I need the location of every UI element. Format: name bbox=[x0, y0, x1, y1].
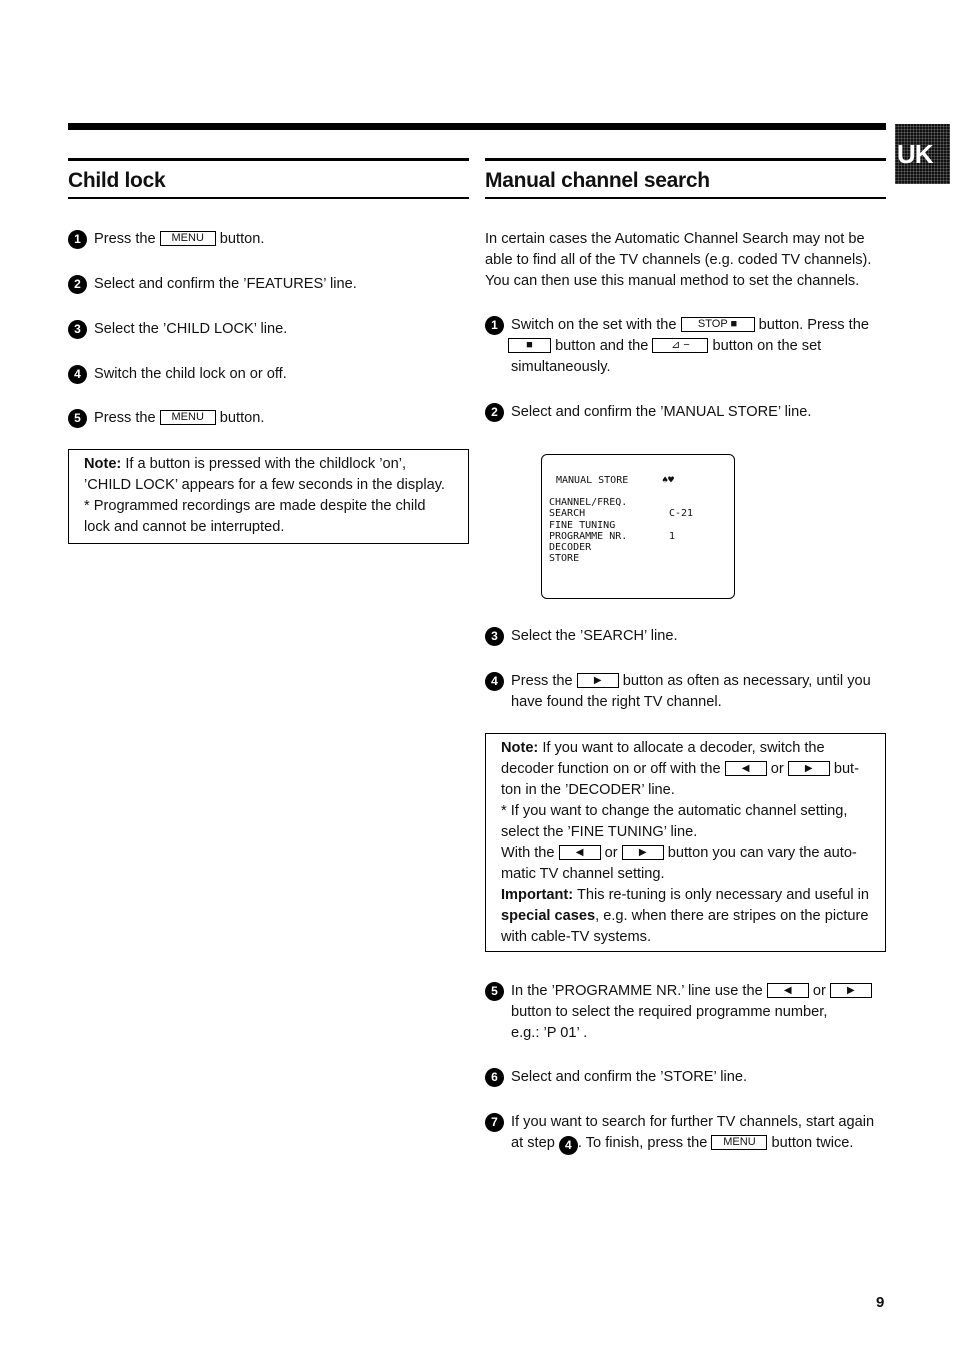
child-lock-step-1: 1 Press the MENU button. bbox=[68, 229, 468, 250]
step-number: 2 bbox=[485, 403, 504, 422]
manual-step-2: 2 Select and confirm the ’MANUAL STORE’ line. bbox=[485, 402, 890, 423]
manual-search-intro: In certain cases the Automatic Channel Search may not be able to find all of the TV channels (e.g. coded TV channels). You can then use this manual method to set the channels. bbox=[485, 231, 872, 289]
step-number: 2 bbox=[68, 275, 87, 294]
osd-row: CHANNEL/FREQ. bbox=[549, 497, 628, 508]
stop-square-button-icon: ■ bbox=[508, 338, 551, 353]
manual-step-6: 6 Select and confirm the ’STORE’ line. bbox=[485, 1067, 890, 1088]
manual-step-7: 7 If you want to search for further TV channels, start again at step 4 . To finish, press the MENU button twice. bbox=[485, 1112, 890, 1155]
osd-row: SEARCH C-21 bbox=[549, 508, 694, 520]
child-lock-step-4: 4 Switch the child lock on or off. bbox=[68, 364, 468, 385]
menu-button-icon: MENU bbox=[160, 410, 216, 425]
menu-button-icon: MENU bbox=[711, 1135, 767, 1150]
step-number: 3 bbox=[485, 627, 504, 646]
manual-search-title: Manual channel search bbox=[485, 169, 710, 192]
right-arrow-button-icon: ▶ bbox=[622, 845, 664, 860]
top-rule bbox=[68, 123, 886, 130]
right-arrow-button-icon: ▶ bbox=[788, 761, 830, 776]
child-lock-title: Child lock bbox=[68, 169, 166, 192]
tv-screen-display bbox=[541, 454, 735, 599]
section-rule-top bbox=[68, 158, 469, 161]
osd-row: PROGRAMME NR. 1 bbox=[549, 530, 676, 542]
step-number: 4 bbox=[68, 365, 87, 384]
osd-title-icons: ♠♥ bbox=[662, 475, 675, 486]
child-lock-step-5: 5 Press the MENU button. bbox=[68, 408, 468, 429]
menu-button-icon: MENU bbox=[160, 231, 216, 246]
page-number: 9 bbox=[876, 1294, 885, 1311]
child-lock-step-3: 3 Select the ’CHILD LOCK’ line. bbox=[68, 319, 468, 340]
step-number: 5 bbox=[485, 982, 504, 1001]
stop-button-icon: STOP ■ bbox=[681, 317, 755, 332]
osd-row: DECODER bbox=[549, 542, 592, 554]
step-number: 6 bbox=[485, 1068, 504, 1087]
left-arrow-button-icon: ◀ bbox=[559, 845, 601, 860]
child-lock-note: Note: If a button is pressed with the childlock ’on’, ’CHILD LOCK’ appears for a few seconds in the display. * Programmed recordings are made despite the child lock and cannot be interrupted. bbox=[68, 449, 469, 544]
child-lock-step-2: 2 Select and confirm the ’FEATURES’ line. bbox=[68, 274, 468, 295]
step-number: 1 bbox=[485, 316, 504, 335]
osd-row: STORE bbox=[549, 553, 580, 565]
section-rule-bottom bbox=[485, 197, 886, 199]
manual-step-1: 1 Switch on the set with the STOP ■ button. Press the ■ button and the ⊿ − button on the set simultaneously. bbox=[485, 315, 890, 378]
manual-step-3: 3 Select the ’SEARCH’ line. bbox=[485, 626, 890, 647]
manual-step-4: 4 Press the ▶ button as often as necessary, until you have found the right TV channel. bbox=[485, 671, 890, 713]
left-arrow-button-icon: ◀ bbox=[725, 761, 767, 776]
section-rule-top bbox=[485, 158, 886, 161]
step-number: 1 bbox=[68, 230, 87, 249]
step-number: 4 bbox=[485, 672, 504, 691]
language-tab: UK bbox=[895, 124, 950, 184]
osd-title: MANUAL STORE bbox=[556, 475, 629, 486]
osd-row: FINE TUNING bbox=[549, 519, 616, 531]
right-arrow-button-icon: ▶ bbox=[577, 673, 619, 688]
step-number: 7 bbox=[485, 1113, 504, 1132]
manual-step-5: 5 In the ’PROGRAMME NR.’ line use the ◀ or ▶ button to select the required programme number, e.g.: ’P 01’ . bbox=[485, 981, 890, 1044]
step-number: 3 bbox=[68, 320, 87, 339]
manual-search-note: Note: If you want to allocate a decoder, switch the decoder function on or off with the ◀ or ▶ but- ton in the ’DECODER’ line. * If you want to change the automatic channel setting, select the ’FINE TUNING’ line. With the ◀ or ▶ button you can vary the auto- matic TV channel setting. Important: This re-tuning is only necessary and useful in special cases, e.g. when there are stripes on the picture with cable-TV systems. bbox=[485, 733, 886, 952]
left-arrow-button-icon: ◀ bbox=[767, 983, 809, 998]
right-arrow-button-icon: ▶ bbox=[830, 983, 872, 998]
step-number: 5 bbox=[68, 409, 87, 428]
volume-down-button-icon: ⊿ − bbox=[652, 338, 708, 353]
step-reference: 4 bbox=[559, 1136, 578, 1155]
section-rule-bottom bbox=[68, 197, 469, 199]
